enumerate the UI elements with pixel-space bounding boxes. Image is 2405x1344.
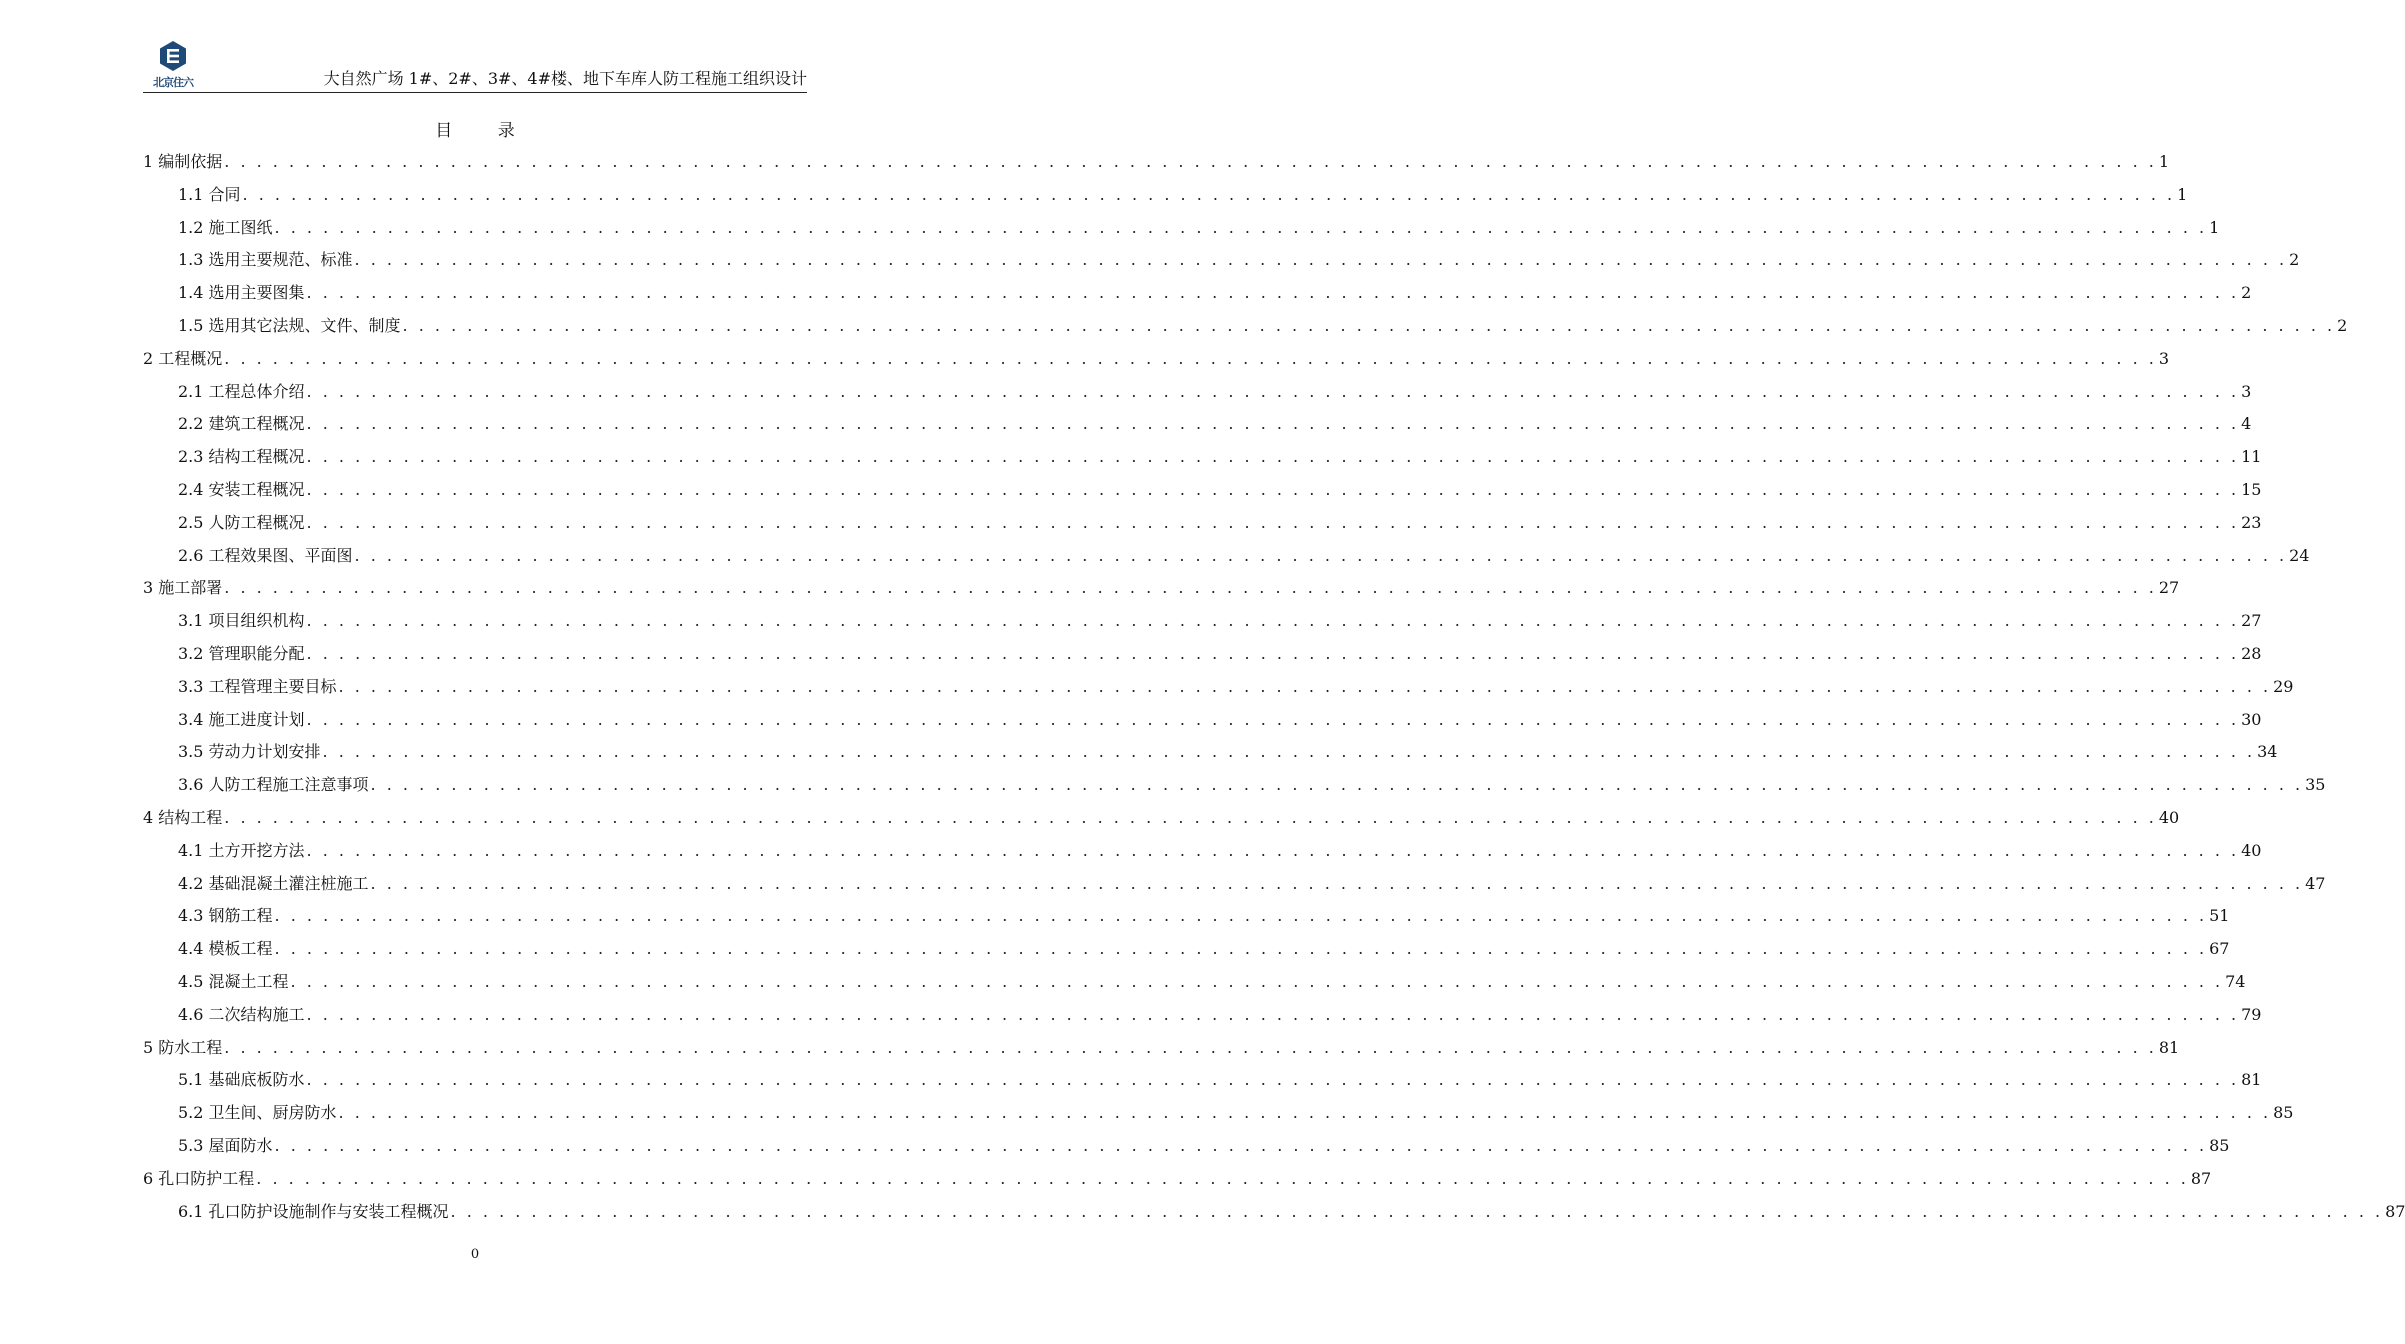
toc-entry-label: 1 编制依据	[143, 152, 223, 171]
toc-entry-page: 2	[2337, 315, 2348, 335]
toc-entry-label: 4 结构工程	[143, 807, 223, 827]
toc-entry[interactable]	[143, 638, 2262, 671]
toc-dot-leader: . . . . . . . . . . . . . . . . . . . . . . . . . . . . . . . . . . . . . . . . . . . . . . . . . . . . . . . . . . . . . . . . . . . . . . . . . . . . . . . . . . . . . . . . . . . . . . . . . . . . . . . . . . . . . . . . . . . . . . . .	[306, 709, 2240, 729]
toc-entry[interactable]	[143, 736, 2278, 769]
toc-dot-leader: . . . . . . . . . . . . . . . . . . . . . . . . . . . . . . . . . . . . . . . . . . . . . . . . . . . . . . . . . . . . . . . . . . . . . . . . . . . . . . . . . . . . . . . . . . . . . . . . . . . . . . . . . . . . . . . . . . . . . . . .	[274, 939, 2208, 959]
toc-entry[interactable]	[143, 244, 2300, 277]
toc-entry-page: 27	[2158, 578, 2180, 598]
toc-entry-label: 4.6 二次结构施工	[178, 1004, 305, 1024]
toc-entry-label: 4.4 模板工程	[178, 939, 273, 959]
toc-entry-page: 27	[2241, 611, 2262, 631]
toc-entry[interactable]	[143, 277, 2252, 310]
toc-dot-leader: . . . . . . . . . . . . . . . . . . . . . . . . . . . . . . . . . . . . . . . . . . . . . . . . . . . . . . . . . . . . . . . . . . . . . . . . . . . . . . . . . . . . . . . . . . . . . . . . . . . . . . . . . . . . . . . . . . . . . . . .	[256, 1168, 2189, 1188]
toc-entry-label: 2.3 结构工程概况	[178, 447, 305, 467]
toc-entry[interactable]	[143, 1097, 2294, 1130]
toc-entry-label: 3.4 施工进度计划	[178, 709, 305, 729]
toc-entry-page: 79	[2241, 1004, 2262, 1024]
toc-dot-leader: . . . . . . . . . . . . . . . . . . . . . . . . . . . . . . . . . . . . . . . . . . . . . . . . . . . . . . . . . . . . . . . . . . . . . . . . . . . . . . . . . . . . . . . . . . . . . . . . . . . . . . . . . . . . . . . . . . . . . . . .	[306, 1004, 2240, 1024]
company-logo	[143, 40, 203, 90]
toc-dot-leader: . . . . . . . . . . . . . . . . . . . . . . . . . . . . . . . . . . . . . . . . . . . . . . . . . . . . . . . . . . . . . . . . . . . . . . . . . . . . . . . . . . . . . . . . . . . . . . . . . . . . . . . . . . . . . . . . . . . . . . . .	[306, 414, 2240, 434]
toc-dot-leader: . . . . . . . . . . . . . . . . . . . . . . . . . . . . . . . . . . . . . . . . . . . . . . . . . . . . . . . . . . . . . . . . . . . . . . . . . . . . . . . . . . . . . . . . . . . . . . . . . . . . . . . . . . . . . . . . . . . . . . . .	[274, 906, 2208, 926]
toc-dot-leader: . . . . . . . . . . . . . . . . . . . . . . . . . . . . . . . . . . . . . . . . . . . . . . . . . . . . . . . . . . . . . . . . . . . . . . . . . . . . . . . . . . . . . . . . . . . . . . . . . . . . . . . . . . . . . . . . . . . . . . . .	[224, 348, 2157, 368]
toc-entry-page: 40	[2241, 840, 2262, 860]
toc-dot-leader: . . . . . . . . . . . . . . . . . . . . . . . . . . . . . . . . . . . . . . . . . . . . . . . . . . . . . . . . . . . . . . . . . . . . . . . . . . . . . . . . . . . . . . . . . . . . . . . . . . . . . . . . . . . . . . . . . . . . . . . .	[306, 840, 2240, 860]
toc-entry[interactable]	[143, 1196, 2405, 1229]
toc-entry-page: 1	[2158, 152, 2170, 171]
toc-entry-page: 28	[2241, 643, 2262, 663]
toc-entry-label: 2.4 安装工程概况	[178, 479, 305, 499]
toc-entry-label: 5.2 卫生间、厨房防水	[178, 1103, 337, 1123]
toc-entry-page: 24	[2289, 545, 2310, 565]
toc-entry[interactable]	[143, 146, 2170, 179]
toc-dot-leader: . . . . . . . . . . . . . . . . . . . . . . . . . . . . . . . . . . . . . . . . . . . . . . . . . . . . . . . . . . . . . . . . . . . . . . . . . . . . . . . . . . . . . . . . . . . . . . . . . . . . . . . . . . . . . . . . . . . . . . . .	[224, 578, 2157, 598]
toc-entry-label: 1.1 合同	[178, 184, 241, 204]
toc-entry[interactable]	[143, 1130, 2230, 1163]
toc-entry-label: 1.3 选用主要规范、标准	[178, 250, 353, 270]
toc-dot-leader: . . . . . . . . . . . . . . . . . . . . . . . . . . . . . . . . . . . . . . . . . . . . . . . . . . . . . . . . . . . . . . . . . . . . . . . . . . . . . . . . . . . . . . . . . . . . . . . . . . . . . . . . . . . . . . . . . . . . . . . .	[370, 873, 2304, 893]
toc-entry[interactable]	[143, 540, 2310, 573]
toc-entry-page: 85	[2209, 1135, 2230, 1155]
toc-entry[interactable]	[143, 507, 2262, 540]
toc-entry[interactable]	[143, 441, 2262, 474]
toc-entry-label: 2.5 人防工程概况	[178, 512, 305, 532]
toc-entry[interactable]	[143, 1032, 2180, 1065]
toc-dot-leader: . . . . . . . . . . . . . . . . . . . . . . . . . . . . . . . . . . . . . . . . . . . . . . . . . . . . . . . . . . . . . . . . . . . . . . . . . . . . . . . . . . . . . . . . . . . . . . . . . . . . . . . . . . . . . . . . . . . . . . . .	[306, 611, 2240, 631]
toc-dot-leader: . . . . . . . . . . . . . . . . . . . . . . . . . . . . . . . . . . . . . . . . . . . . . . . . . . . . . . . . . . . . . . . . . . . . . . . . . . . . . . . . . . . . . . . . . . . . . . . . . . . . . . . . . . . . . . . . . . . . . . . .	[274, 1135, 2208, 1155]
toc-entry[interactable]	[143, 310, 2348, 343]
toc-entry[interactable]	[143, 868, 2326, 901]
toc-dot-leader: . . . . . . . . . . . . . . . . . . . . . . . . . . . . . . . . . . . . . . . . . . . . . . . . . . . . . . . . . . . . . . . . . . . . . . . . . . . . . . . . . . . . . . . . . . . . . . . . . . . . . . . . . . . . . . . . . . . . . . . .	[370, 775, 2304, 795]
toc-entry-page: 74	[2225, 971, 2246, 991]
page-header	[143, 38, 807, 93]
toc-dot-leader: . . . . . . . . . . . . . . . . . . . . . . . . . . . . . . . . . . . . . . . . . . . . . . . . . . . . . . . . . . . . . . . . . . . . . . . . . . . . . . . . . . . . . . . . . . . . . . . . . . . . . . . . . . . . . . . . . . . . . . . .	[306, 1070, 2240, 1090]
toc-entry[interactable]	[143, 179, 2188, 212]
toc-dot-leader: . . . . . . . . . . . . . . . . . . . . . . . . . . . . . . . . . . . . . . . . . . . . . . . . . . . . . . . . . . . . . . . . . . . . . . . . . . . . . . . . . . . . . . . . . . . . . . . . . . . . . . . . . . . . . . . . . . . . . . . .	[306, 512, 2240, 532]
toc-entry-page: 85	[2273, 1103, 2294, 1123]
toc-entry-label: 6 孔口防护工程	[143, 1168, 255, 1188]
toc-entry-page: 29	[2273, 676, 2294, 696]
toc-heading: 目 录	[435, 121, 535, 141]
toc-entry[interactable]	[143, 572, 2180, 605]
toc-entry[interactable]	[143, 802, 2180, 835]
toc-entry-page: 87	[2190, 1168, 2212, 1188]
toc-entry-label: 5.3 屋面防水	[178, 1135, 273, 1155]
toc-entry-label: 2.1 工程总体介绍	[178, 381, 305, 401]
toc-entry[interactable]	[143, 408, 2252, 441]
toc-entry-label: 1.4 选用主要图集	[178, 283, 305, 303]
document-title: 大自然广场 1#、2#、3#、4#楼、地下车库人防工程施工组织设计	[323, 69, 807, 88]
toc-entry-label: 4.1 土方开挖方法	[178, 840, 305, 860]
toc-dot-leader: . . . . . . . . . . . . . . . . . . . . . . . . . . . . . . . . . . . . . . . . . . . . . . . . . . . . . . . . . . . . . . . . . . . . . . . . . . . . . . . . . . . . . . . . . . . . . . . . . . . . . . . . . . . . . . . . . . . . . . . .	[402, 315, 2336, 335]
toc-entry-label: 2.2 建筑工程概况	[178, 414, 305, 434]
toc-dot-leader: . . . . . . . . . . . . . . . . . . . . . . . . . . . . . . . . . . . . . . . . . . . . . . . . . . . . . . . . . . . . . . . . . . . . . . . . . . . . . . . . . . . . . . . . . . . . . . . . . . . . . . . . . . . . . . . . . . . . . . . .	[322, 742, 2256, 762]
toc-dot-leader: . . . . . . . . . . . . . . . . . . . . . . . . . . . . . . . . . . . . . . . . . . . . . . . . . . . . . . . . . . . . . . . . . . . . . . . . . . . . . . . . . . . . . . . . . . . . . . . . . . . . . . . . . . . . . . . . . . . . . . . .	[290, 971, 2224, 991]
table-of-contents	[143, 146, 2405, 1228]
toc-dot-leader: . . . . . . . . . . . . . . . . . . . . . . . . . . . . . . . . . . . . . . . . . . . . . . . . . . . . . . . . . . . . . . . . . . . . . . . . . . . . . . . . . . . . . . . . . . . . . . . . . . . . . . . . . . . . . . . . . . . . . . . .	[306, 643, 2240, 663]
toc-entry-label: 6.1 孔口防护设施制作与安装工程概况	[178, 1201, 449, 1221]
toc-dot-leader: . . . . . . . . . . . . . . . . . . . . . . . . . . . . . . . . . . . . . . . . . . . . . . . . . . . . . . . . . . . . . . . . . . . . . . . . . . . . . . . . . . . . . . . . . . . . . . . . . . . . . . . . . . . . . . . . . . . . . . . .	[306, 283, 2240, 303]
toc-entry-page: 40	[2158, 807, 2180, 827]
toc-entry[interactable]	[143, 966, 2246, 999]
toc-dot-leader: . . . . . . . . . . . . . . . . . . . . . . . . . . . . . . . . . . . . . . . . . . . . . . . . . . . . . . . . . . . . . . . . . . . . . . . . . . . . . . . . . . . . . . . . . . . . . . . . . . . . . . . . . . . . . . . . . . . . . . . .	[338, 676, 2272, 696]
toc-entry[interactable]	[143, 212, 2220, 245]
hexagon-logo-icon	[159, 40, 187, 72]
toc-dot-leader: . . . . . . . . . . . . . . . . . . . . . . . . . . . . . . . . . . . . . . . . . . . . . . . . . . . . . . . . . . . . . . . . . . . . . . . . . . . . . . . . . . . . . . . . . . . . . . . . . . . . . . . . . . . . . . . . . . . . . . . .	[354, 545, 2288, 565]
toc-entry-label: 1.2 施工图纸	[178, 217, 273, 237]
toc-entry-page: 35	[2305, 775, 2326, 795]
toc-dot-leader: . . . . . . . . . . . . . . . . . . . . . . . . . . . . . . . . . . . . . . . . . . . . . . . . . . . . . . . . . . . . . . . . . . . . . . . . . . . . . . . . . . . . . . . . . . . . . . . . . . . . . . . . . . . . . . . . . . . . . . . .	[224, 152, 2157, 171]
toc-entry-label: 3.6 人防工程施工注意事项	[178, 775, 369, 795]
page-number: 0	[470, 1247, 480, 1262]
toc-dot-leader: . . . . . . . . . . . . . . . . . . . . . . . . . . . . . . . . . . . . . . . . . . . . . . . . . . . . . . . . . . . . . . . . . . . . . . . . . . . . . . . . . . . . . . . . . . . . . . . . . . . . . . . . . . . . . . . . . . . . . . . .	[338, 1103, 2272, 1123]
toc-entry-page: 34	[2257, 742, 2278, 762]
toc-entry-label: 3.3 工程管理主要目标	[178, 676, 337, 696]
toc-entry-page: 15	[2241, 479, 2262, 499]
toc-dot-leader: . . . . . . . . . . . . . . . . . . . . . . . . . . . . . . . . . . . . . . . . . . . . . . . . . . . . . . . . . . . . . . . . . . . . . . . . . . . . . . . . . . . . . . . . . . . . . . . . . . . . . . . . . . . . . . . . . . . . . . . .	[306, 447, 2240, 467]
toc-entry[interactable]	[143, 769, 2326, 802]
toc-dot-leader: . . . . . . . . . . . . . . . . . . . . . . . . . . . . . . . . . . . . . . . . . . . . . . . . . . . . . . . . . . . . . . . . . . . . . . . . . . . . . . . . . . . . . . . . . . . . . . . . . . . . . . . . . . . . . . . . . . . . . . . .	[354, 250, 2288, 270]
toc-dot-leader: . . . . . . . . . . . . . . . . . . . . . . . . . . . . . . . . . . . . . . . . . . . . . . . . . . . . . . . . . . . . . . . . . . . . . . . . . . . . . . . . . . . . . . . . . . . . . . . . . . . . . . . . . . . . . . . . . . . . . . . .	[224, 1037, 2157, 1057]
toc-entry-label: 4.2 基础混凝土灌注桩施工	[178, 873, 369, 893]
toc-entry-page: 2	[2289, 250, 2300, 270]
toc-entry[interactable]	[143, 999, 2262, 1032]
toc-entry-page: 2	[2241, 283, 2252, 303]
toc-entry-label: 3 施工部署	[143, 578, 223, 598]
toc-entry[interactable]	[143, 933, 2230, 966]
toc-entry-page: 4	[2241, 414, 2252, 434]
toc-entry-label: 3.1 项目组织机构	[178, 611, 305, 631]
toc-entry[interactable]	[143, 343, 2170, 376]
toc-entry-page: 3	[2241, 381, 2252, 401]
toc-entry[interactable]	[143, 671, 2294, 704]
toc-entry-page: 87	[2385, 1201, 2405, 1221]
toc-entry[interactable]	[143, 835, 2262, 868]
toc-entry[interactable]	[143, 704, 2262, 737]
toc-entry[interactable]	[143, 605, 2262, 638]
toc-entry-page: 30	[2241, 709, 2262, 729]
toc-entry-label: 2.6 工程效果图、平面图	[178, 545, 353, 565]
toc-entry-label: 3.2 管理职能分配	[178, 643, 305, 663]
toc-dot-leader: . . . . . . . . . . . . . . . . . . . . . . . . . . . . . . . . . . . . . . . . . . . . . . . . . . . . . . . . . . . . . . . . . . . . . . . . . . . . . . . . . . . . . . . . . . . . . . . . . . . . . . . . . . . . . . . . . . . . . . . .	[274, 217, 2208, 237]
toc-entry-page: 67	[2209, 939, 2230, 959]
toc-dot-leader: . . . . . . . . . . . . . . . . . . . . . . . . . . . . . . . . . . . . . . . . . . . . . . . . . . . . . . . . . . . . . . . . . . . . . . . . . . . . . . . . . . . . . . . . . . . . . . . . . . . . . . . . . . . . . . . . . . . . . . . .	[306, 479, 2240, 499]
toc-entry[interactable]	[143, 900, 2230, 933]
toc-entry-page: 1	[2209, 217, 2220, 237]
toc-entry-page: 51	[2209, 906, 2230, 926]
toc-entry-page: 23	[2241, 512, 2262, 532]
toc-entry-page: 81	[2158, 1037, 2180, 1057]
toc-dot-leader: . . . . . . . . . . . . . . . . . . . . . . . . . . . . . . . . . . . . . . . . . . . . . . . . . . . . . . . . . . . . . . . . . . . . . . . . . . . . . . . . . . . . . . . . . . . . . . . . . . . . . . . . . . . . . . . . . . . . . . . .	[306, 381, 2240, 401]
toc-entry-label: 3.5 劳动力计划安排	[178, 742, 321, 762]
toc-entry[interactable]	[143, 376, 2252, 409]
toc-entry-page: 1	[2177, 184, 2188, 204]
toc-dot-leader: . . . . . . . . . . . . . . . . . . . . . . . . . . . . . . . . . . . . . . . . . . . . . . . . . . . . . . . . . . . . . . . . . . . . . . . . . . . . . . . . . . . . . . . . . . . . . . . . . . . . . . . . . . . . . . . . . . . . . . . .	[242, 184, 2176, 204]
toc-dot-leader: . . . . . . . . . . . . . . . . . . . . . . . . . . . . . . . . . . . . . . . . . . . . . . . . . . . . . . . . . . . . . . . . . . . . . . . . . . . . . . . . . . . . . . . . . . . . . . . . . . . . . . . . . . . . . . . . . . . . . . . .	[224, 807, 2157, 827]
toc-entry-page: 47	[2305, 873, 2326, 893]
toc-entry-page: 3	[2158, 348, 2170, 368]
logo-text: 北京住六	[153, 76, 193, 89]
toc-entry[interactable]	[143, 474, 2262, 507]
toc-dot-leader: . . . . . . . . . . . . . . . . . . . . . . . . . . . . . . . . . . . . . . . . . . . . . . . . . . . . . . . . . . . . . . . . . . . . . . . . . . . . . . . . . . . . . . . . . . . . . . . . . . . . . . . . . . . . . . . . . . . . . . . .	[450, 1201, 2384, 1221]
toc-entry[interactable]	[143, 1064, 2262, 1097]
toc-entry-label: 4.3 钢筋工程	[178, 906, 273, 926]
toc-entry-label: 4.5 混凝土工程	[178, 971, 289, 991]
toc-entry-label: 1.5 选用其它法规、文件、制度	[178, 315, 401, 335]
toc-entry-label: 2 工程概况	[143, 348, 223, 368]
toc-entry[interactable]	[143, 1163, 2212, 1196]
toc-entry-page: 81	[2241, 1070, 2262, 1090]
toc-entry-label: 5 防水工程	[143, 1037, 223, 1057]
toc-entry-page: 11	[2241, 447, 2262, 467]
toc-entry-label: 5.1 基础底板防水	[178, 1070, 305, 1090]
